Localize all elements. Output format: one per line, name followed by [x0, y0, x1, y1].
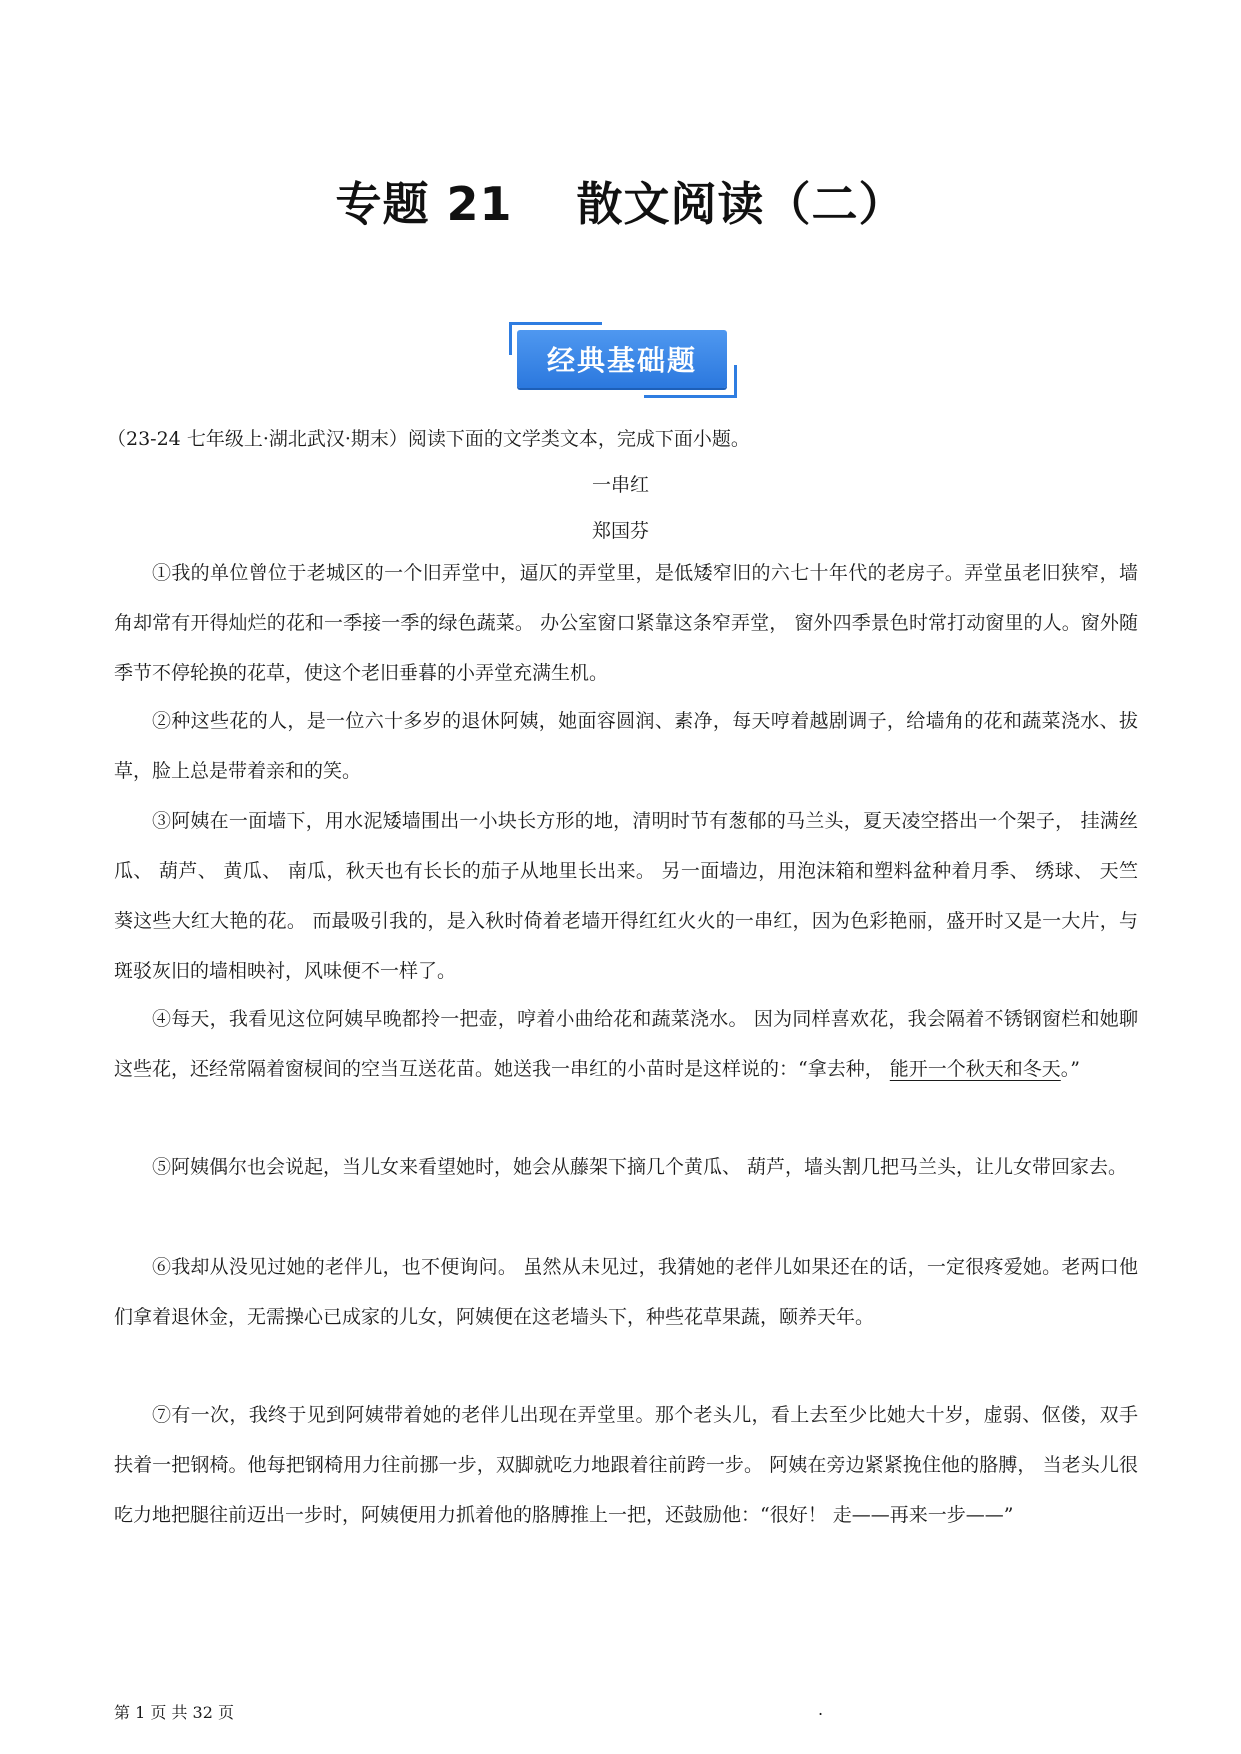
paragraph-2: ②种这些花的人，是一位六十多岁的退休阿姨，她面容圆润、素净，每天哼着越剧调子，给墙角的花和蔬菜浇水、拔草，脸上总是带着亲和的笑。 [114, 710, 1138, 782]
footer-dot: . [818, 1700, 824, 1719]
article-title: 一串红 [591, 474, 649, 496]
underlined-sentence: 能开一个秋天和冬天 [889, 1058, 1061, 1080]
paragraph-7: ⑦有一次，我终于见到阿姨带着她的老伴儿出现在弄堂里。那个老头儿，看上去至少比她大十岁，虚弱、伛偻，双手扶着一把钢椅。他每把钢椅用力往前挪一步，双脚就吃力地跟着往前跨一步。 阿姨在旁边紧紧挽住他的胳膊， 当老头儿很吃力地把腿往前迈出一步时，阿姨便用力抓着他的胳膊推上一把，还鼓励他：“很好！ 走——再来一步——” [114, 1404, 1138, 1526]
page-title: 专题 21 散文阅读（二） [335, 177, 906, 231]
paragraph-4 [114, 994, 1138, 1094]
page-number: 第 1 页 共 32 页 [114, 1703, 234, 1722]
paragraph-4-tail: 。” [1060, 1058, 1080, 1080]
paragraph-6: ⑥我却从没见过她的老伴儿，也不便询问。 虽然从未见过，我猜她的老伴儿如果还在的话，一定很疼爱她。老两口他们拿着退休金，无需操心已成家的儿女，阿姨便在这老墙头下，种些花草果蔬，颐养天年。 [114, 1256, 1138, 1328]
paragraph-5: ⑤阿姨偶尔也会说起，当儿女来看望她时，她会从藤架下摘几个黄瓜、 葫芦，墙头割几把马兰头，让儿女带回家去。 [152, 1156, 1128, 1178]
section-badge [509, 322, 737, 398]
paragraph-4-text: ④每天，我看见这位阿姨早晚都拎一把壶，哼着小曲给花和蔬菜浇水。 因为同样喜欢花，我会隔着不锈钢窗栏和她聊这些花，还经常隔着窗棂间的空当互送花苗。她送我一串红的小苗时是这样说的：“拿去种， [114, 1008, 1138, 1080]
paragraph-3: ③阿姨在一面墙下，用水泥矮墙围出一小块长方形的地，清明时节有葱郁的马兰头，夏天凌空搭出一个架子， 挂满丝瓜、 葫芦、 黄瓜、 南瓜，秋天也有长长的茄子从地里长出来。 另一面墙边，用泡沫箱和塑料盆种着月季、 绣球、 天竺葵这些大红大艳的花。 而最吸引我的，是入秋时倚着老墙开得红红火火的一串红，因为色彩艳丽，盛开时又是一大片，与斑驳灰旧的墙相映衬，风味便不一样了。 [114, 810, 1138, 982]
paragraph-1: ①我的单位曾位于老城区的一个旧弄堂中，逼仄的弄堂里，是低矮窄旧的六七十年代的老房子。弄堂虽老旧狭窄，墙角却常有开得灿烂的花和一季接一季的绿色蔬菜。 办公室窗口紧靠这条窄弄堂， 窗外四季景色时常打动窗里的人。窗外随季节不停轮换的花草，使这个老旧垂暮的小弄堂充满生机。 [114, 562, 1138, 684]
badge-label: 经典基础题 [517, 330, 727, 388]
article-author: 郑国芬 [591, 520, 649, 542]
question-source: （23-24 七年级上·湖北武汉·期末）阅读下面的文学类文本，完成下面小题。 [107, 428, 750, 450]
